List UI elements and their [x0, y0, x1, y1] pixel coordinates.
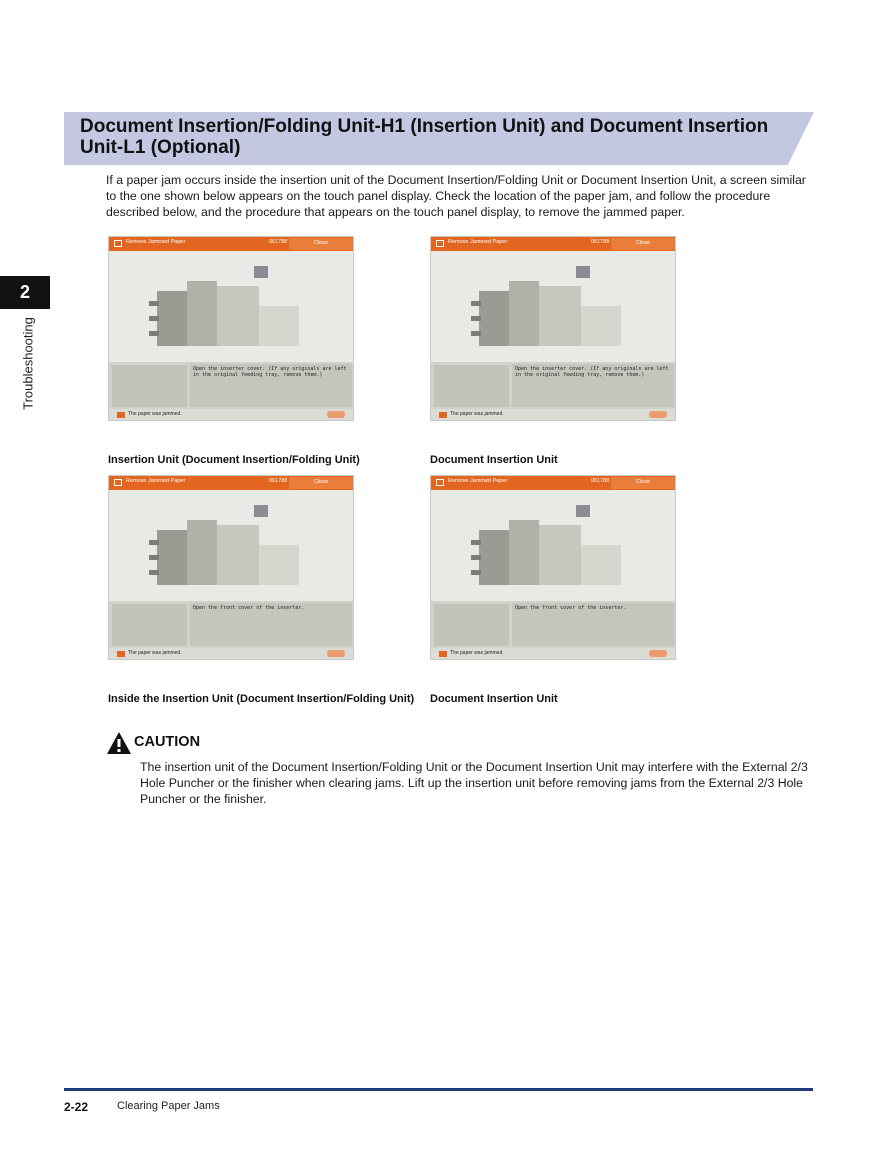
- touch-panel-screenshot-2: [430, 236, 676, 421]
- instruction-text: Open the front cover of the inserter.: [193, 605, 305, 611]
- status-message: The paper was jammed.: [128, 650, 182, 656]
- chapter-label: Troubleshooting: [20, 317, 36, 410]
- panel-title-bar: [431, 476, 675, 490]
- instruction-text: Open the front cover of the inserter.: [515, 605, 627, 611]
- panel-title: Remove Jammed Paper: [126, 239, 186, 245]
- panel-caption-4: Document Insertion Unit: [430, 693, 558, 705]
- warning-icon: [117, 412, 125, 418]
- instruction-text: Open the inserter cover. (If any originals are left in the original feeding tray, remove them.): [193, 366, 347, 378]
- ok-button: [649, 650, 667, 657]
- close-button: Close: [611, 238, 675, 250]
- error-code: 061788: [269, 478, 288, 484]
- footer-rule: [64, 1088, 813, 1091]
- section-title: Clearing Paper Jams: [117, 1100, 220, 1112]
- close-button: Close: [611, 477, 675, 489]
- panel-title-bar: [431, 237, 675, 251]
- close-button: Close: [289, 477, 353, 489]
- instruction-text: Open the inserter cover. (If any originals are left in the original feeding tray, remove them.): [515, 366, 669, 378]
- status-message: The paper was jammed.: [128, 411, 182, 417]
- caution-heading: CAUTION: [134, 734, 201, 750]
- jam-icon: [436, 479, 444, 486]
- close-button: Close: [289, 238, 353, 250]
- warning-icon: [117, 651, 125, 657]
- error-code: 061788: [591, 478, 610, 484]
- status-bar: [109, 648, 353, 660]
- jam-icon: [114, 479, 122, 486]
- status-message: The paper was jammed.: [450, 650, 504, 656]
- page-title: Document Insertion/Folding Unit-H1 (Insertion Unit) and Document Insertion Unit-L1 (Optional): [80, 116, 769, 158]
- warning-triangle-icon: [106, 731, 132, 755]
- panel-lower-area: [109, 601, 353, 648]
- status-message: The paper was jammed.: [450, 411, 504, 417]
- panel-lower-area: [109, 362, 353, 409]
- ok-button: [649, 411, 667, 418]
- warning-icon: [439, 651, 447, 657]
- panel-title-bar: [109, 237, 353, 251]
- status-bar: [431, 648, 675, 660]
- printer-illustration: [149, 500, 309, 600]
- panel-caption-2: Document Insertion Unit: [430, 454, 558, 466]
- panel-title: Remove Jammed Paper: [448, 239, 508, 245]
- chapter-number-tab: 2: [0, 276, 50, 309]
- ok-button: [327, 411, 345, 418]
- error-code: 061788: [591, 239, 610, 245]
- caution-text: The insertion unit of the Document Insertion/Folding Unit or the Document Insertion Unit may interfere with the External 2/3 Hole Puncher or the finisher when clearing jams. Lift up the insertion unit before removing jams from the External 2/3 Hole Puncher or the finisher.: [140, 760, 808, 806]
- touch-panel-screenshot-4: [430, 475, 676, 660]
- printer-illustration: [471, 500, 631, 600]
- touch-panel-screenshot-3: [108, 475, 354, 660]
- warning-icon: [439, 412, 447, 418]
- printer-illustration: [471, 261, 631, 361]
- ok-button: [327, 650, 345, 657]
- intro-paragraph: If a paper jam occurs inside the insertion unit of the Document Insertion/Folding Unit or Document Insertion Unit, a screen similar to the one shown below appears on the touch panel display. Check the location of the paper jam, and follow the procedure described below, and the procedure that appears on the touch panel display, to remove the jammed paper.: [106, 173, 806, 219]
- machine-thumbnail: [112, 604, 187, 646]
- panel-title: Remove Jammed Paper: [448, 478, 508, 484]
- error-code: 061788: [269, 239, 288, 245]
- jam-icon: [436, 240, 444, 247]
- panel-lower-area: [431, 362, 675, 409]
- printer-illustration: [149, 261, 309, 361]
- panel-title: Remove Jammed Paper: [126, 478, 186, 484]
- machine-thumbnail: [434, 365, 509, 407]
- jam-icon: [114, 240, 122, 247]
- status-bar: [109, 409, 353, 421]
- machine-thumbnail: [434, 604, 509, 646]
- panel-lower-area: [431, 601, 675, 648]
- panel-caption-1: Insertion Unit (Document Insertion/Folding Unit): [108, 454, 360, 466]
- page-number: 2-22: [64, 1100, 89, 1114]
- machine-thumbnail: [112, 365, 187, 407]
- touch-panel-screenshot-1: [108, 236, 354, 421]
- panel-caption-3: Inside the Insertion Unit (Document Insertion/Folding Unit): [108, 693, 415, 705]
- panel-title-bar: [109, 476, 353, 490]
- status-bar: [431, 409, 675, 421]
